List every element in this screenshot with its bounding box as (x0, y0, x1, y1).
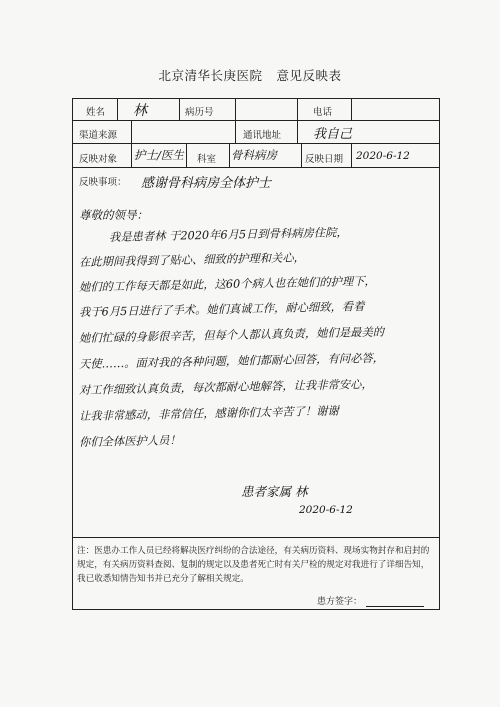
letter-salutation: 尊敬的领导： (79, 208, 148, 222)
address-value: 我自己 (313, 127, 353, 142)
patient-signature-field (317, 594, 424, 607)
letter-line: 对工作细致认真负责，每次都耐心地解答，让我非常安心， (78, 377, 373, 397)
name-value: 林 (133, 103, 147, 119)
letter-line: 你们全体医护人员！ (78, 433, 181, 449)
date-value: 2020-6-12 (356, 150, 410, 162)
form-name: 意见反映表 (276, 68, 342, 83)
matter-label: 反映事项： (79, 177, 127, 188)
target-label: 反映对象 (79, 154, 118, 165)
phone-label: 电话 (313, 107, 333, 118)
dept-label: 科室 (197, 154, 217, 165)
target-value: 护士/医生 (134, 148, 184, 162)
hospital-name: 北京清华长庚医院 (158, 68, 263, 83)
letter-line: 她们忙碌的身影很辛苦，但每个人都认真负责，她们是最美的 (78, 325, 385, 345)
letter-line: 她们的工作每天都是如此，这60个病人也在她们的护理下， (78, 274, 376, 294)
letter-line: 我于6月5日进行了手术。她们真诚工作，耐心细致，看着 (78, 300, 365, 319)
letter-line: 我是患者林 于2020年6月5日到骨科病房住院， (108, 226, 348, 244)
letter-line: 让我非常感动，非常信任，感谢你们太辛苦了！谢谢 (78, 404, 339, 423)
dept-value: 骨科病房 (231, 148, 277, 162)
feedback-table (72, 98, 440, 610)
signature-line (366, 606, 424, 607)
channel-label: 渠道来源 (79, 130, 118, 141)
patient-signature-label: 患方签字： (317, 597, 363, 607)
letter-sign-date: 2020-6-12 (299, 504, 353, 516)
form-title (0, 66, 500, 84)
date-label: 反映日期 (305, 154, 344, 165)
name-label: 姓名 (86, 107, 106, 118)
letter-signature: 患者家属 林 (241, 484, 308, 499)
letter-line: 在此期间我得到了贴心、细致的护理和关心， (78, 251, 306, 269)
letter-line: 天使……。面对我的各种问题，她们都耐心回答，有问必答， (78, 351, 385, 371)
legal-notice: 注：医患办工作人员已经将解决医疗纠纷的合法途径，有关病历资料、现场实物封存和启封的规定，有关病历资料查阅、复制的规定以及患者死亡时有关尸检的规定对我进行了详细告知，我已收悉知情告知书并已充分了解相关规定。 (77, 546, 430, 584)
address-label: 通讯地址 (243, 130, 282, 141)
matter-value: 感谢骨科病房全体护士 (141, 176, 272, 191)
record-no-label: 病历号 (185, 107, 214, 118)
